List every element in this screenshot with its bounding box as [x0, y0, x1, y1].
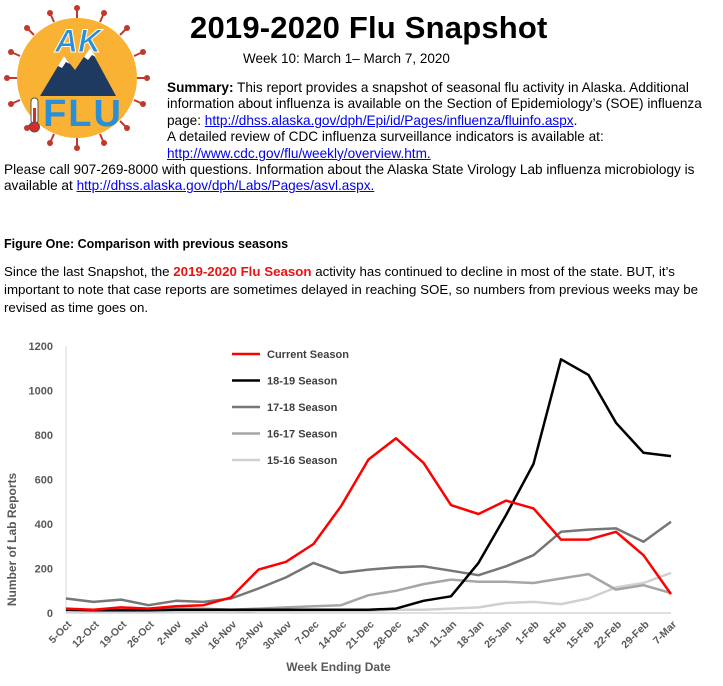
- figure-intro: [4, 263, 716, 317]
- contact-paragraph: [4, 162, 720, 195]
- x-tick-label: 5-Oct: [46, 618, 75, 647]
- thermometer-icon: [30, 98, 40, 132]
- x-tick-label: 1-Feb: [513, 618, 542, 647]
- x-tick-label: 21-Dec: [343, 618, 377, 652]
- intro-text-start: Since the last Snapshot, the: [4, 264, 174, 279]
- logo-badge-text: AK: [54, 23, 102, 59]
- alaska-flu-logo: [2, 4, 152, 152]
- x-tick-label: 7-Dec: [292, 618, 322, 648]
- y-tick-label: 600: [34, 474, 53, 487]
- summary-period: .: [573, 112, 578, 128]
- page-title: 2019-2020 Flu Snapshot: [190, 10, 548, 45]
- series-line-current-season: [66, 438, 671, 609]
- legend-label: 17-18 Season: [267, 402, 338, 414]
- x-tick-label: 14-Dec: [316, 618, 350, 652]
- influenza-page-link[interactable]: http://dhss.alaska.gov/dph/Epi/id/Pages/influenza/fluinfo.aspx: [204, 112, 574, 128]
- x-tick-label: 12-Oct: [70, 618, 102, 651]
- week-subtitle: Week 10: March 1– March 7, 2020: [243, 51, 450, 66]
- x-tick-label: 18-Jan: [454, 618, 487, 651]
- contact-text: Please call 907-269-8000 with questions. Information about the Alaska State Virology Lab influenza microbiology is available at: [4, 162, 695, 194]
- summary-label: Summary:: [167, 80, 234, 95]
- flu-comparison-chart: [0, 336, 723, 686]
- x-tick-label: 8-Feb: [540, 618, 570, 647]
- x-tick-label: 9-Nov: [182, 618, 212, 648]
- x-tick-label: 16-Nov: [205, 618, 240, 652]
- y-axis-title: Number of Lab Reports: [5, 472, 19, 607]
- season-highlight: 2019-2020 Flu Season: [173, 264, 312, 279]
- series-line-17-18-season: [66, 522, 671, 605]
- x-tick-label: 29-Feb: [619, 618, 652, 652]
- legend-label: 18-19 Season: [267, 375, 338, 388]
- x-tick-label: 11-Jan: [427, 618, 460, 651]
- series-line-15-16-season: [66, 573, 671, 612]
- x-tick-label: 22-Feb: [591, 618, 625, 652]
- x-tick-label: 2-Nov: [154, 618, 185, 648]
- x-tick-label: 4-Jan: [403, 618, 432, 647]
- summary-text: This report provides a snapshot of seasonal flu activity in Alaska. Additional information about influenza is available on the Section of Epidemiology’s (SOE) influenza page:: [167, 80, 702, 128]
- y-tick-label: 0: [46, 608, 53, 620]
- cdc-link[interactable]: http://www.cdc.gov/flu/weekly/overview.htm.: [167, 145, 431, 161]
- x-tick-label: 23-Nov: [233, 618, 267, 652]
- x-tick-label: 7-Mar: [650, 618, 680, 647]
- x-tick-label: 30-Nov: [260, 618, 295, 652]
- y-tick-label: 400: [34, 519, 53, 531]
- virology-lab-link[interactable]: http://dhss.alaska.gov/dph/Labs/Pages/asvl.aspx.: [76, 178, 375, 194]
- legend-label: 15-16 Season: [267, 455, 338, 467]
- figure-heading: Figure One: Comparison with previous seasons: [4, 237, 289, 251]
- y-tick-label: 200: [34, 563, 53, 576]
- summary-paragraph: [167, 80, 715, 162]
- x-tick-label: 25-Jan: [482, 618, 515, 651]
- logo-flu-text: FLU: [43, 93, 123, 135]
- x-tick-label: 26-Oct: [125, 618, 157, 651]
- intro-text-end: activity has continued to decline in most of the state. BUT, it’s important to note that case reports are sometimes delayed in reaching SOE, so numbers from previous weeks may be revised as time goes on.: [4, 264, 698, 315]
- cdc-text: A detailed review of CDC influenza surveillance indicators is available at:: [167, 129, 604, 145]
- x-tick-label: 28-Dec: [371, 618, 405, 652]
- y-tick-label: 1200: [28, 341, 53, 353]
- x-axis-title: Week Ending Date: [286, 660, 391, 674]
- legend-label: 16-17 Season: [267, 428, 338, 441]
- y-tick-label: 1000: [28, 385, 53, 398]
- legend-label: Current Season: [267, 349, 349, 361]
- y-tick-label: 800: [34, 430, 53, 442]
- x-tick-label: 15-Feb: [564, 618, 597, 652]
- x-tick-label: 19-Oct: [97, 618, 130, 651]
- series-line-18-19-season: [66, 359, 671, 610]
